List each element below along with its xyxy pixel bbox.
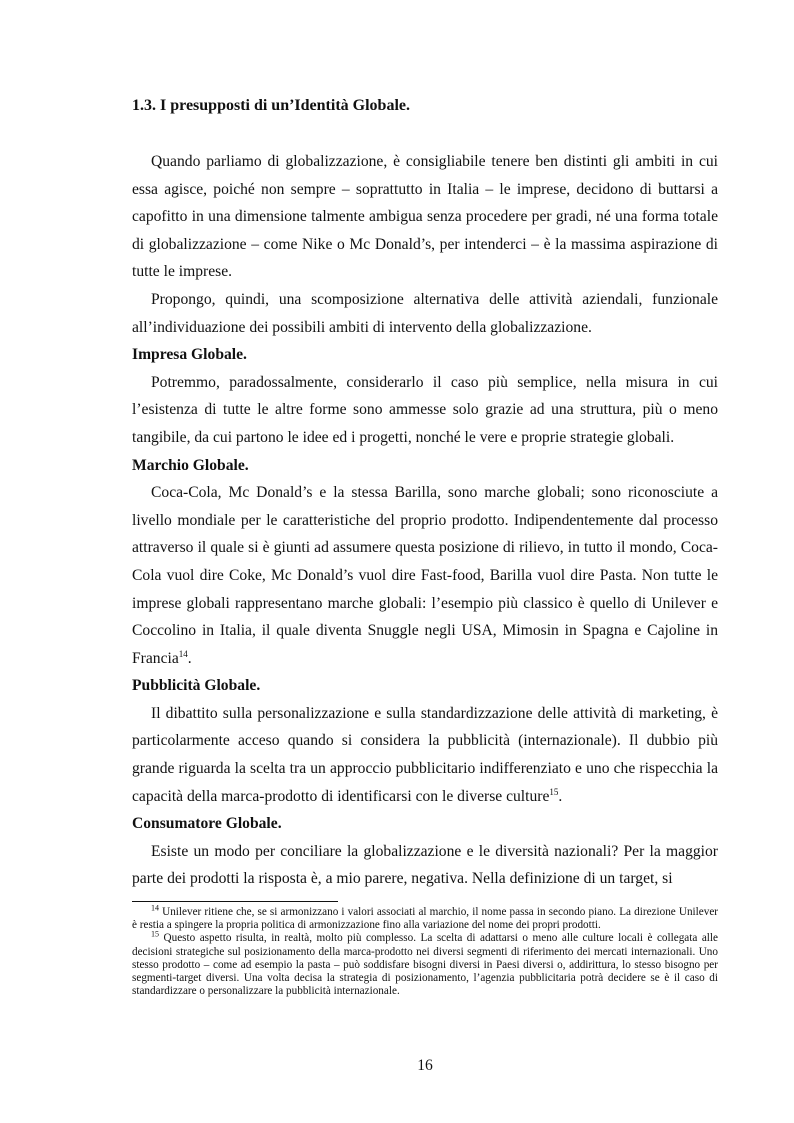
body-text [132,148,718,893]
footnote-text: Unilever ritiene che, se si armonizzano i valori associati al marchio, il nome passa in secondo piano. La direzione Unilever è restia a spingere la propria politica di armonizzazione fino alla variazione del nome dei propri prodotti. [132,906,719,932]
footnotes [132,903,719,998]
pubblicita-globale-paragraph [132,700,718,810]
footnote-number: 15 [151,929,159,939]
footnote-ref-15[interactable]: 15 [549,786,559,797]
pubblicita-globale-title: Pubblicità Globale. [132,677,261,695]
pubblicita-globale-end: . [558,787,563,805]
section-heading: 1.3. I presupposti di un’Identità Globale. [132,97,410,114]
footnote-ref-14[interactable]: 14 [178,648,188,659]
marchio-globale-title: Marchio Globale. [132,456,249,474]
marchio-globale-text: Coca-Cola, Mc Donald’s e la stessa Barilla, sono marche globali; sono riconosciute a livello mondiale per le caratteristiche del proprio prodotto. Indipendentemente dal processo attraverso il quale si è giunti ad assumere questa posizione di rilievo, in tutto il mondo, Coca-Cola vuol dire Coke, Mc Donald’s vuol dire Fast-food, Barilla vuol dire Pasta. Non tutte le imprese globali rappresentano marche globali: l’esempio più classico è quello di Unilever e Coccolino in Italia, il quale diventa Snuggle negli USA, Mimosin in Spagna e Cajoline in Francia [132,484,718,667]
intro-paragraph-2: Propongo, quindi, una scomposizione alternativa delle attività aziendali, funzionale all’individuazione dei possibili ambiti di intervento della globalizzazione. [132,290,718,336]
impresa-globale-text: Potremmo, paradossalmente, considerarlo il caso più semplice, nella misura in cui l’esistenza di tutte le altre forme sono ammesse solo grazie ad una struttura, più o meno tangibile, da cui partono le idee ed i progetti, nonché le vere e proprie strategie globali. [132,373,718,446]
marchio-globale-paragraph [132,479,718,672]
footnote-15 [132,929,718,998]
footnote-text: Questo aspetto risulta, in realtà, molto più complesso. La scelta di adattarsi o meno alle culture locali è collegata alle decisioni strategiche sul posizionamento della marca-prodotto nei diversi segmenti di riferimento dei mercati internazionali. Uno stesso prodotto – come ad esempio la pasta – può soddisfare bisogni diversi in Paesi diversi o, addirittura, lo stesso bisogno per segmenti-target diversi. Una volta decisa la strategia di posizionamento, l’agenzia pubblicitaria potrà decidere se è il caso di standardizzare o personalizzare la pubblicità internazionale. [132,932,718,998]
impresa-globale-title: Impresa Globale. [132,346,247,364]
footnote-number: 14 [151,903,159,913]
intro-paragraph-1: Quando parliamo di globalizzazione, è consigliabile tenere ben distinti gli ambiti in cui essa agisce, poiché non sempre – soprattutto in Italia – le imprese, decidono di buttarsi a capofitto in una dimensione talmente ambigua senza procedere per gradi, né una forma totale di globalizzazione – come Nike o Mc Donald’s, per intenderci – è la massima aspirazione di tutte le imprese. [132,153,718,281]
footnote-separator [132,901,338,902]
consumatore-globale-title: Consumatore Globale. [132,815,282,833]
marchio-globale-end: . [187,649,192,667]
consumatore-globale-text: Esiste un modo per conciliare la globalizzazione e le diversità nazionali? Per la maggior parte dei prodotti la risposta è, a mio parere, negativa. Nella definizione di un target, si [132,842,718,888]
pubblicita-globale-text: Il dibattito sulla personalizzazione e sulla standardizzazione delle attività di marketing, è particolarmente acceso quando si considera la pubblicità (internazionale). Il dubbio più grande riguarda la scelta tra un approccio pubblicitario indifferenziato e uno che rispecchia la capacità della marca-prodotto di identificarsi con le diverse culture [132,704,718,805]
footnote-14 [132,903,719,932]
page-number: 16 [417,1057,433,1074]
